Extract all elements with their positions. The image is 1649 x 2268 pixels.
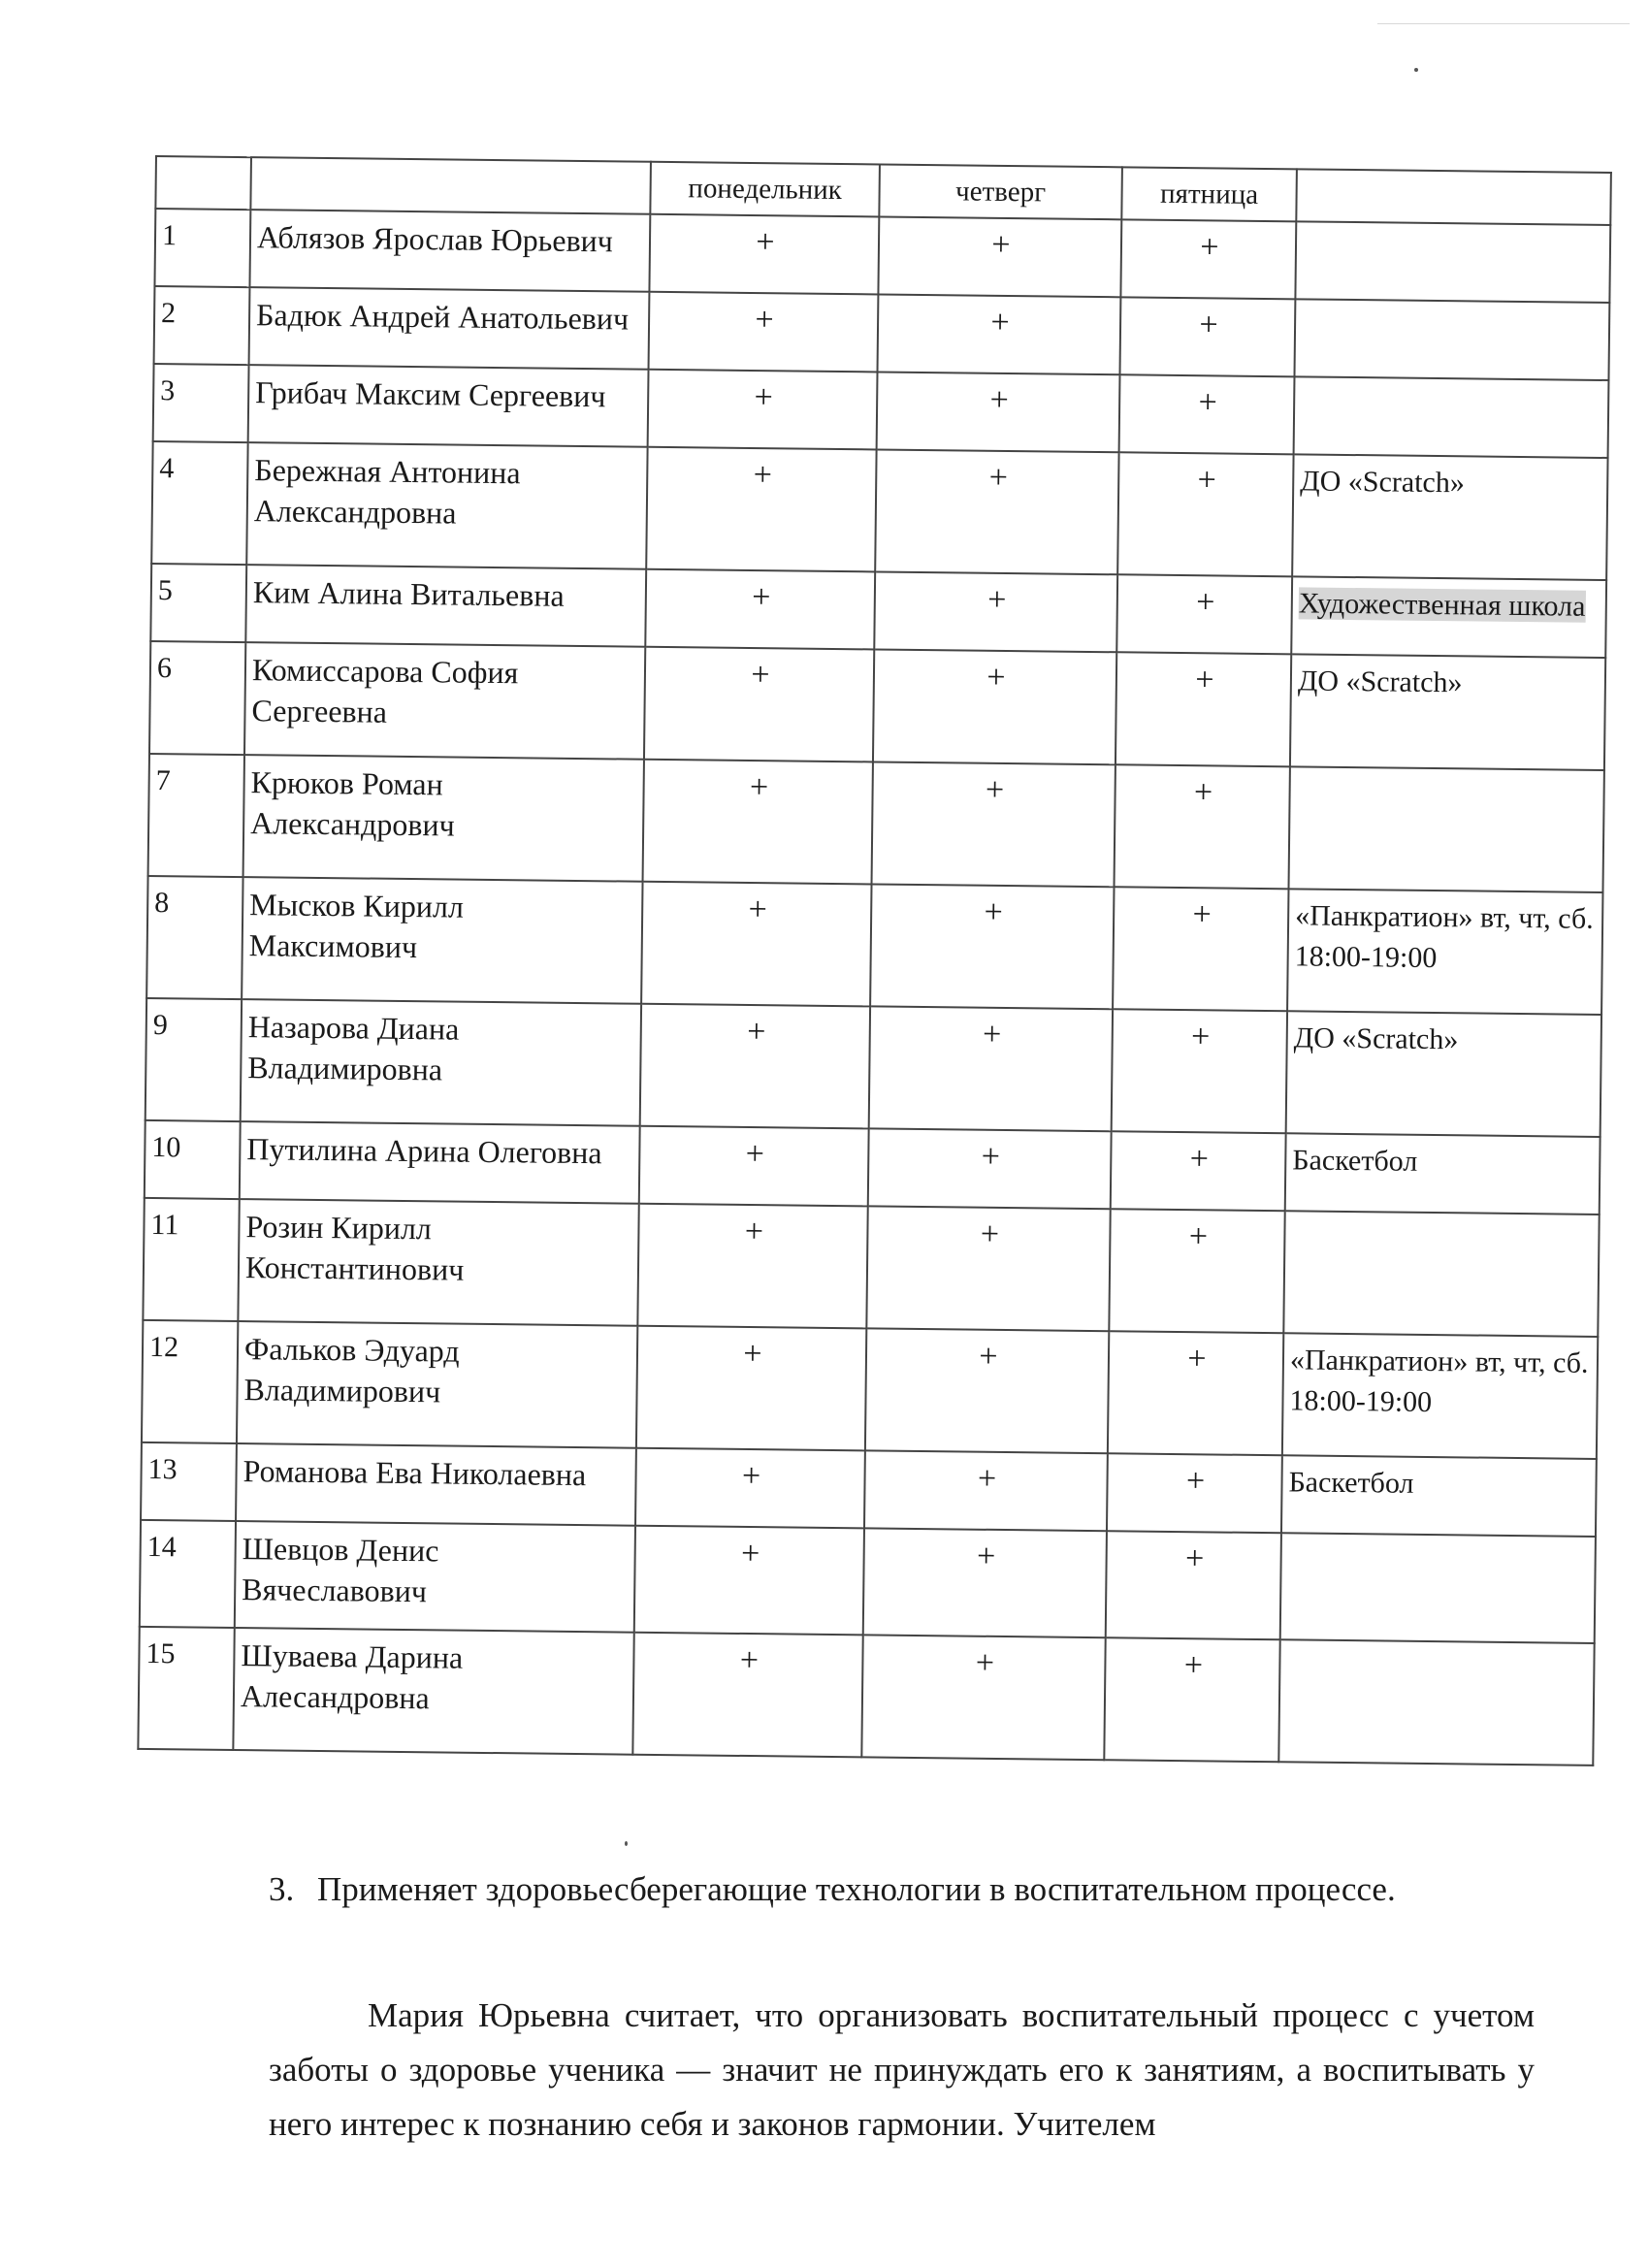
cell-number: 1 [154, 209, 250, 287]
cell-student-name: Шуваева Дарина Алесандровна [233, 1628, 633, 1755]
cell-number: 10 [145, 1120, 241, 1199]
schedule-table-wrapper [137, 155, 1610, 1766]
cell-note: Баскетбол [1281, 1455, 1597, 1537]
cell-note [1291, 576, 1606, 658]
cell-number: 8 [146, 876, 242, 999]
cell-friday: + [1119, 297, 1295, 376]
cell-thursday: + [878, 294, 1121, 374]
header-cell-notes [1296, 169, 1611, 225]
cell-student-name: Путилина Арина Олеговна [240, 1121, 640, 1204]
cell-note: ДО «Scratch» [1286, 1011, 1601, 1137]
cell-monday: + [645, 569, 875, 650]
cell-student-name: Шевцов Денис Вячеславович [235, 1521, 635, 1633]
cell-note [1294, 376, 1609, 458]
cell-number: 9 [146, 998, 242, 1121]
cell-monday: + [634, 1526, 864, 1636]
cell-student-name: Ким Алина Витальевна [245, 565, 646, 647]
cell-thursday: + [877, 372, 1120, 452]
cell-student-name: Фальков Эдуард Владимирович [237, 1321, 637, 1448]
scan-edge-line [1377, 23, 1630, 24]
cell-thursday: + [870, 884, 1114, 1009]
cell-number: 12 [142, 1320, 238, 1443]
cell-friday: + [1104, 1637, 1279, 1762]
cell-monday: + [635, 1448, 865, 1529]
cell-monday: + [649, 292, 879, 373]
cell-student-name: Бадюк Андрей Анатольевич [249, 287, 650, 370]
cell-note: «Панкратион» вт, чт, сб. 18:00-19:00 [1282, 1333, 1598, 1459]
cell-thursday: + [874, 571, 1117, 652]
cell-friday: + [1111, 1131, 1286, 1211]
cell-monday: + [643, 760, 873, 885]
cell-monday: + [640, 1004, 870, 1129]
cell-student-name: Крюков Роман Александрович [243, 755, 644, 882]
cell-thursday: + [864, 1450, 1108, 1531]
cell-number: 11 [143, 1198, 239, 1321]
cell-note [1278, 1639, 1594, 1766]
cell-number: 4 [151, 441, 247, 565]
cell-note [1295, 221, 1610, 303]
cell-note: ДО «Scratch» [1292, 454, 1607, 580]
cell-number: 3 [153, 364, 249, 442]
cell-student-name: Аблязов Ярослав Юрьевич [249, 210, 650, 292]
cell-monday: + [649, 214, 879, 295]
cell-friday: + [1109, 1209, 1284, 1333]
scan-speck [1414, 68, 1418, 72]
cell-thursday: + [869, 1006, 1113, 1131]
header-cell-monday: понедельник [650, 162, 880, 217]
table-row [146, 876, 1602, 1015]
cell-friday: + [1119, 374, 1295, 454]
cell-number: 5 [150, 564, 246, 642]
cell-monday: + [632, 1633, 862, 1758]
cell-friday: + [1116, 652, 1291, 766]
cell-student-name: Грибач Максим Сергеевич [248, 365, 649, 447]
cell-monday: + [636, 1326, 866, 1451]
scan-speck [625, 1841, 628, 1846]
cell-thursday: + [878, 216, 1121, 297]
cell-student-name: Розин Кирилл Константинович [238, 1199, 638, 1326]
cell-note [1280, 1533, 1596, 1643]
cell-thursday: + [875, 449, 1118, 574]
cell-number: 7 [148, 754, 244, 877]
cell-number: 2 [154, 286, 250, 365]
cell-monday: + [639, 1126, 869, 1207]
table-row [149, 641, 1605, 770]
table-row [148, 754, 1604, 892]
numbered-list-item [269, 1864, 1535, 1915]
cell-monday: + [644, 647, 874, 762]
cell-friday: + [1117, 452, 1293, 576]
cell-student-name: Бережная Антонина Александровна [246, 442, 647, 569]
list-item-number: 3. [269, 1870, 295, 1908]
table-row [146, 998, 1601, 1137]
cell-friday: + [1113, 887, 1288, 1011]
header-cell-number [155, 156, 251, 210]
cell-student-name: Комиссарова София Сергеевна [244, 642, 645, 760]
cell-thursday: + [872, 761, 1116, 887]
cell-friday: + [1108, 1331, 1283, 1455]
cell-number: 6 [149, 641, 245, 755]
cell-note: Баскетбол [1285, 1133, 1600, 1215]
cell-friday: + [1120, 219, 1296, 299]
cell-monday: + [637, 1204, 867, 1329]
cell-thursday: + [866, 1206, 1110, 1331]
cell-friday: + [1115, 764, 1290, 889]
list-item-text: Применяет здоровьесберегающие технологии в воспитательном процессе. [317, 1870, 1396, 1908]
schedule-table [137, 155, 1612, 1766]
cell-thursday: + [865, 1328, 1109, 1453]
header-cell-friday: пятница [1121, 167, 1297, 221]
highlighted-note-text: Художественная школа [1298, 587, 1586, 623]
cell-student-name: Романова Ева Николаевна [236, 1443, 636, 1526]
table-row [143, 1198, 1599, 1337]
cell-note [1283, 1211, 1599, 1337]
cell-thursday: + [868, 1128, 1112, 1209]
cell-student-name: Назарова Диана Владимировна [241, 999, 641, 1126]
table-row [151, 441, 1607, 580]
cell-note: ДО «Scratch» [1290, 654, 1605, 770]
cell-monday: + [641, 882, 871, 1007]
cell-monday: + [648, 370, 878, 450]
cell-note [1288, 766, 1603, 892]
table-row [142, 1320, 1598, 1459]
cell-friday: + [1116, 574, 1292, 654]
cell-note: «Панкратион» вт, чт, сб. 18:00-19:00 [1287, 889, 1602, 1015]
cell-monday: + [646, 447, 876, 572]
table-row [138, 1627, 1594, 1766]
cell-student-name: Мысков Кирилл Максимович [242, 877, 642, 1004]
cell-note [1294, 299, 1609, 380]
cell-friday: + [1106, 1531, 1281, 1639]
cell-thursday: + [861, 1635, 1105, 1760]
body-paragraph: Мария Юрьевна считает, что организовать воспитательный процесс с учетом заботы о здоровье ученика — значит не принуждать его к занятиям, а воспитывать у него интерес к познанию себя и законов гармонии. Учителем [269, 1996, 1535, 2143]
cell-number: 14 [140, 1520, 236, 1628]
schedule-table-body [138, 156, 1611, 1766]
header-cell-name [250, 157, 651, 214]
table-row [140, 1520, 1596, 1643]
cell-number: 13 [141, 1442, 237, 1521]
cell-thursday: + [873, 649, 1116, 764]
header-cell-thursday: четверг [879, 164, 1122, 219]
cell-friday: + [1112, 1009, 1287, 1133]
cell-thursday: + [863, 1528, 1107, 1637]
cell-number: 15 [138, 1627, 234, 1750]
cell-friday: + [1107, 1453, 1282, 1533]
